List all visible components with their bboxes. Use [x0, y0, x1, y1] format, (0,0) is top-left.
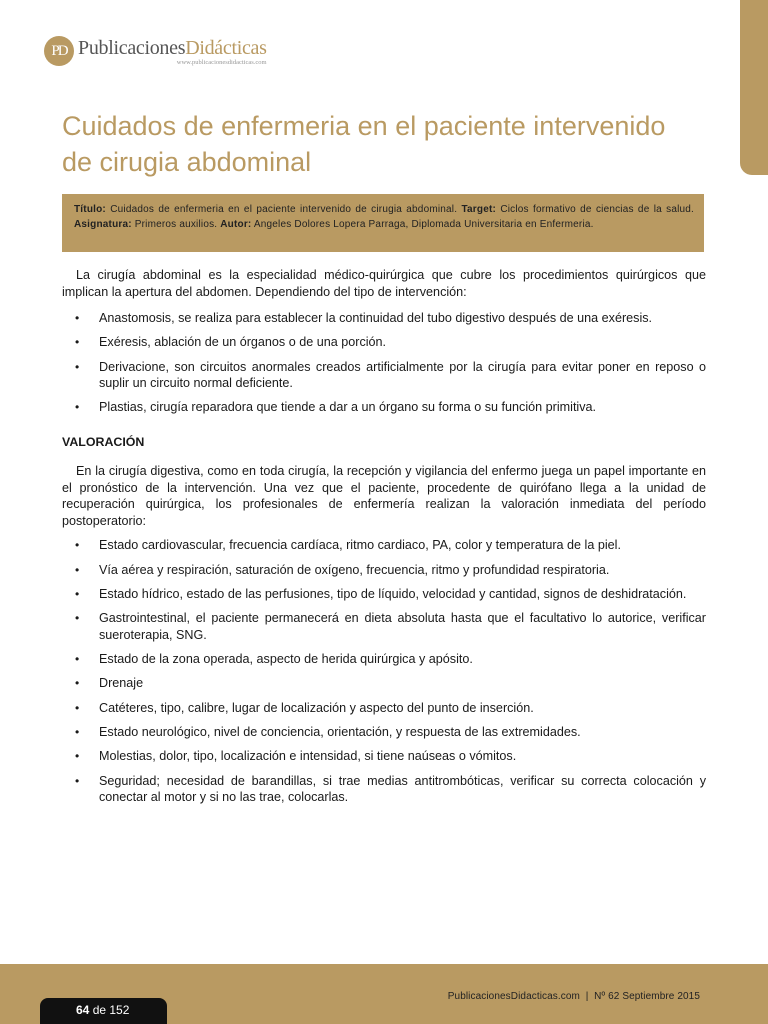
list-item: • Drenaje [75, 676, 144, 691]
article-body [62, 267, 706, 813]
footer-publication-info: PublicacionesDidacticas.com | Nº 62 Septiembre 2015 [447, 991, 700, 1002]
asignatura-value: Primeros auxilios. [134, 219, 218, 230]
list-item: • Molestias, dolor, tipo, localización e intensidad, si tiene naúseas o vómitos. [75, 749, 517, 764]
logo-name [78, 38, 267, 58]
intervention-types-list [62, 310, 706, 416]
list-item: • Plastias, cirugía reparadora que tiende a dar a un órgano su forma o su función primitiva. [75, 400, 597, 415]
target-label: Target: [461, 204, 497, 215]
list-item: • Catéteres, tipo, calibre, lugar de localización y aspecto del punto de inserción. [75, 700, 534, 715]
article-title: Cuidados de enfermeria en el paciente intervenido de cirugia abdominal [62, 111, 666, 177]
page-number-indicator [40, 998, 167, 1024]
autor-value: Angeles Dolores Lopera Parraga, Diplomada Universitaria en Enfermeria. [253, 219, 594, 230]
publicaciones-didacticas-logo[interactable] [44, 36, 267, 66]
list-item: • Estado de la zona operada, aspecto de herida quirúrgica y apósito. [75, 652, 473, 667]
article-info-box [62, 194, 704, 252]
total-pages: de 152 [89, 1003, 130, 1017]
list-item: • Anastomosis, se realiza para establecer la continuidad del tubo digestivo después de una exéresis. [75, 311, 653, 325]
bullet-icon: • [75, 700, 80, 715]
logo-url: www.publicacionesdidacticas.com [176, 59, 267, 66]
bullet-icon: • [75, 562, 80, 577]
bullet-icon: • [75, 538, 80, 553]
bullet-icon: • [75, 586, 80, 601]
bullet-icon: • [75, 611, 80, 626]
current-page-number: 64 [76, 1003, 90, 1017]
list-item: • Estado neurológico, nivel de conciencia, orientación, y respuesta de las extremidades. [75, 724, 581, 739]
list-item: • Estado cardiovascular, frecuencia cardíaca, ritmo cardiaco, PA, color y temperatura de la piel. [75, 538, 621, 553]
logo-name-part1: Publicaciones [78, 37, 186, 59]
section-heading-valoracion: VALORACIÓN [62, 434, 145, 449]
bullet-icon: • [75, 724, 80, 739]
target-value: Ciclos formativo de ciencias de la salud. [500, 204, 695, 215]
logo-mark-icon: PD [44, 36, 74, 66]
intro-paragraph: La cirugía abdominal es la especialidad médico-quirúrgica que cubre los procedimientos quirúrgicos que implican la apertura del abdomen. Dependiendo del tipo de intervención: [62, 268, 706, 299]
list-item: • Estado hídrico, estado de las perfusiones, tipo de líquido, velocidad y cantidad, signos de deshidratación. [75, 586, 687, 601]
list-item: • Gastrointestinal, el paciente permanecerá en dieta absoluta hasta que el facultativo lo autorice, verificar sueroterapia, SNG. [75, 611, 706, 642]
valoracion-paragraph: En la cirugía digestiva, como en toda cirugía, la recepción y vigilancia del enfermo juega un papel importante en el pronóstico de la intervención. Una vez que el paciente, procedente de quirófano llega a la unidad de recuperación quirúrgica, los profesionales de enfermería realizan la valoración inmediata del período postoperatorio: [62, 464, 706, 528]
list-item: • Vía aérea y respiración, saturación de oxígeno, frecuencia, ritmo y profundidad respiratoria. [75, 562, 610, 577]
bullet-icon: • [75, 773, 80, 788]
list-item: • Exéresis, ablación de un órganos o de una porción. [75, 335, 387, 350]
bullet-icon: • [75, 749, 80, 764]
asignatura-label: Asignatura: [74, 219, 132, 230]
list-item: • Seguridad; necesidad de barandillas, si trae medias antitrombóticas, verificar su correcta colocación y conectar al motor y si no las trae, colocarlas. [75, 773, 706, 805]
bullet-icon: • [75, 359, 80, 374]
postoperative-assessment-list [62, 537, 706, 805]
side-tab-decoration [740, 0, 768, 175]
bullet-icon: • [75, 311, 80, 325]
titulo-label: Título: [74, 204, 106, 215]
bullet-icon: • [75, 652, 80, 667]
bullet-icon: • [75, 676, 80, 691]
autor-label: Autor: [220, 219, 252, 230]
titulo-value: Cuidados de enfermeria en el paciente intervenido de cirugia abdominal. [110, 204, 458, 215]
bullet-icon: • [75, 400, 80, 415]
list-item: • Derivacione, son circuitos anormales creados artificialmente por la cirugía para evitar poner en reposo o suplir un circuito normal deficiente. [75, 359, 706, 391]
bullet-icon: • [75, 335, 80, 350]
logo-text [78, 38, 267, 66]
logo-name-part2: Didácticas [185, 37, 267, 59]
